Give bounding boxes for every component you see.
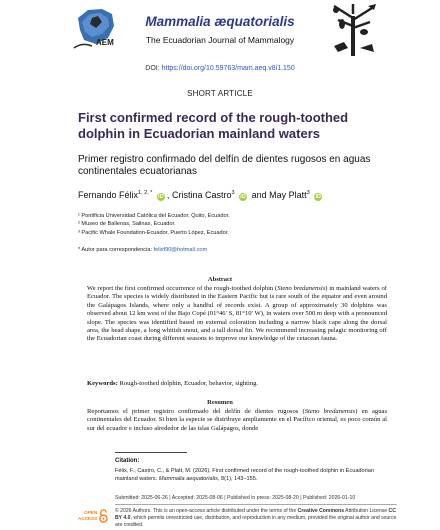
citation-heading: Citation: xyxy=(115,458,140,464)
corresponding-email-link[interactable]: felixf90@hotmail.com xyxy=(153,247,208,253)
open-access-line1: OPEN xyxy=(84,510,98,515)
abstract-text: ) in mainland waters of Ecuador. The species is widely distributed in the Eastern Pacific but is rare south of the equator and even around the Galápagos Islands, where only a handful of records exist. A group of approximately 30 dolphins was observed about 12 km west of the Bajo Copé (01°46′ S, 81°10′ W), in waters over 500 m deep with a pronounced slope. The species was identified based on external coloration including a narrow black cape along the dorsal area, the head shape, a long whitish snout, and a tall dorsal fin. We recommend increasing pelagic monitoring off the Ecuadorian coast during different seasons to improve our knowledge of the cetacean fauna. xyxy=(87,285,387,343)
open-lock-icon xyxy=(99,508,108,524)
resumen-text: ) en aguas continentales del Ecuador. Si bien la especie se distribuye ampliamente en el Pacífico oriental, es poco común al sur del ecuador e incluso alrededor de las islas Galápagos, donde xyxy=(87,408,387,432)
footer-divider xyxy=(115,504,397,505)
doi-link[interactable]: https://doi.org/10.59763/mam.aeq.v8i1.150 xyxy=(161,65,295,72)
affiliation-item: ³ Pacific Whale Foundation-Ecuador, Puerto López, Ecuador. xyxy=(78,229,229,236)
citation-divider xyxy=(115,452,187,453)
abstract-heading: Abstract xyxy=(207,276,233,283)
aem-logo-text: AEM xyxy=(96,38,114,47)
keywords-label: Keywords: xyxy=(87,380,118,387)
journal-subtitle: The Ecuadorian Journal of Mammalogy xyxy=(145,35,295,45)
orcid-icon[interactable]: iD xyxy=(240,194,246,200)
journal-header xyxy=(0,0,440,60)
article-subtitle: Primer registro confirmado del delfín de dientes rugosos en aguas continentales ecuatorianas xyxy=(78,154,371,177)
abstract-body xyxy=(87,285,387,344)
author-name: Cristina Castro xyxy=(171,190,232,200)
citation-part: Félix, F., Castro, C., & Platt, M. (2026). First confirmed record of the rough-toothed dolphin in Ecuadorian mainland waters. xyxy=(115,468,374,482)
license-part: Attribution License xyxy=(344,508,389,514)
article-title: First confirmed record of the rough-toothed dolphin in Ecuadorian mainland waters xyxy=(78,110,349,141)
license-ccby-link[interactable]: CC BY 4.0 xyxy=(115,508,396,521)
license-part: © 2026 Authors. This is an open-access article distributed under the terms of the xyxy=(115,508,298,514)
citation-text xyxy=(115,467,395,483)
author-affiliation-marker: 3 xyxy=(306,190,310,196)
author-name: May Platt xyxy=(269,190,307,200)
corresponding-label: * Autor para correspondencia: xyxy=(78,247,153,253)
resumen-heading: Resumen xyxy=(207,399,233,406)
doi-line xyxy=(0,65,440,72)
orcid-icon[interactable]: iD xyxy=(315,194,321,200)
keywords xyxy=(87,380,387,387)
author-separator: and xyxy=(251,190,267,200)
tree-animals-logo-icon xyxy=(324,2,382,56)
affiliation-item: ² Museo de Ballenas, Salinas, Ecuador. xyxy=(78,221,176,228)
article-type: SHORT ARTICLE xyxy=(187,89,253,98)
doi-label: DOI: xyxy=(145,65,160,72)
license-part: , which permits unrestricted use, distribution, and reproduction in any medium, provided the original author and source are credited. xyxy=(115,515,397,528)
license-text xyxy=(115,508,397,530)
affiliation-item: ¹ Pontificia Universidad Católica del Ecuador, Quito, Ecuador. xyxy=(78,213,230,219)
citation-journal: Mammalia aequatorialis xyxy=(158,476,218,482)
citation-part: , 8(1), 143–155. xyxy=(217,476,258,482)
author-affiliation-marker: 3 xyxy=(231,190,235,196)
abstract-text: We report the first confirmed occurrence of the rough-toothed dolphin ( xyxy=(87,285,278,292)
affiliations xyxy=(78,212,418,237)
author-name: Fernando Félix xyxy=(78,190,139,200)
open-access-line2: ACCESS xyxy=(78,516,98,521)
orcid-icon[interactable]: iD xyxy=(158,194,164,200)
species-name: Steno bredanensis xyxy=(277,285,326,292)
publication-dates: Submitted: 2025-06-26 | Accepted: 2025-08-06 | Published in press: 2025-08-20 | Published: 2026-01-10 xyxy=(115,495,356,501)
author-affiliation-marker: 1, 2, * xyxy=(138,190,153,196)
author-list xyxy=(78,190,418,201)
species-name: Steno bredanensis xyxy=(304,408,356,415)
corresponding-author xyxy=(78,247,418,253)
license-cc-link[interactable]: Creative Commons xyxy=(297,508,345,514)
resumen-text: Reportamos el primer registro confirmado del delfín de dientes rugosos ( xyxy=(87,408,305,415)
journal-title: Mammalia æquatorialis xyxy=(145,14,295,29)
resumen-body xyxy=(87,408,387,441)
open-access-badge xyxy=(78,508,108,524)
author-separator: , xyxy=(166,190,170,200)
keywords-text: Rough-toothed dolphin, Ecuador, behavior, sighting. xyxy=(119,380,259,387)
